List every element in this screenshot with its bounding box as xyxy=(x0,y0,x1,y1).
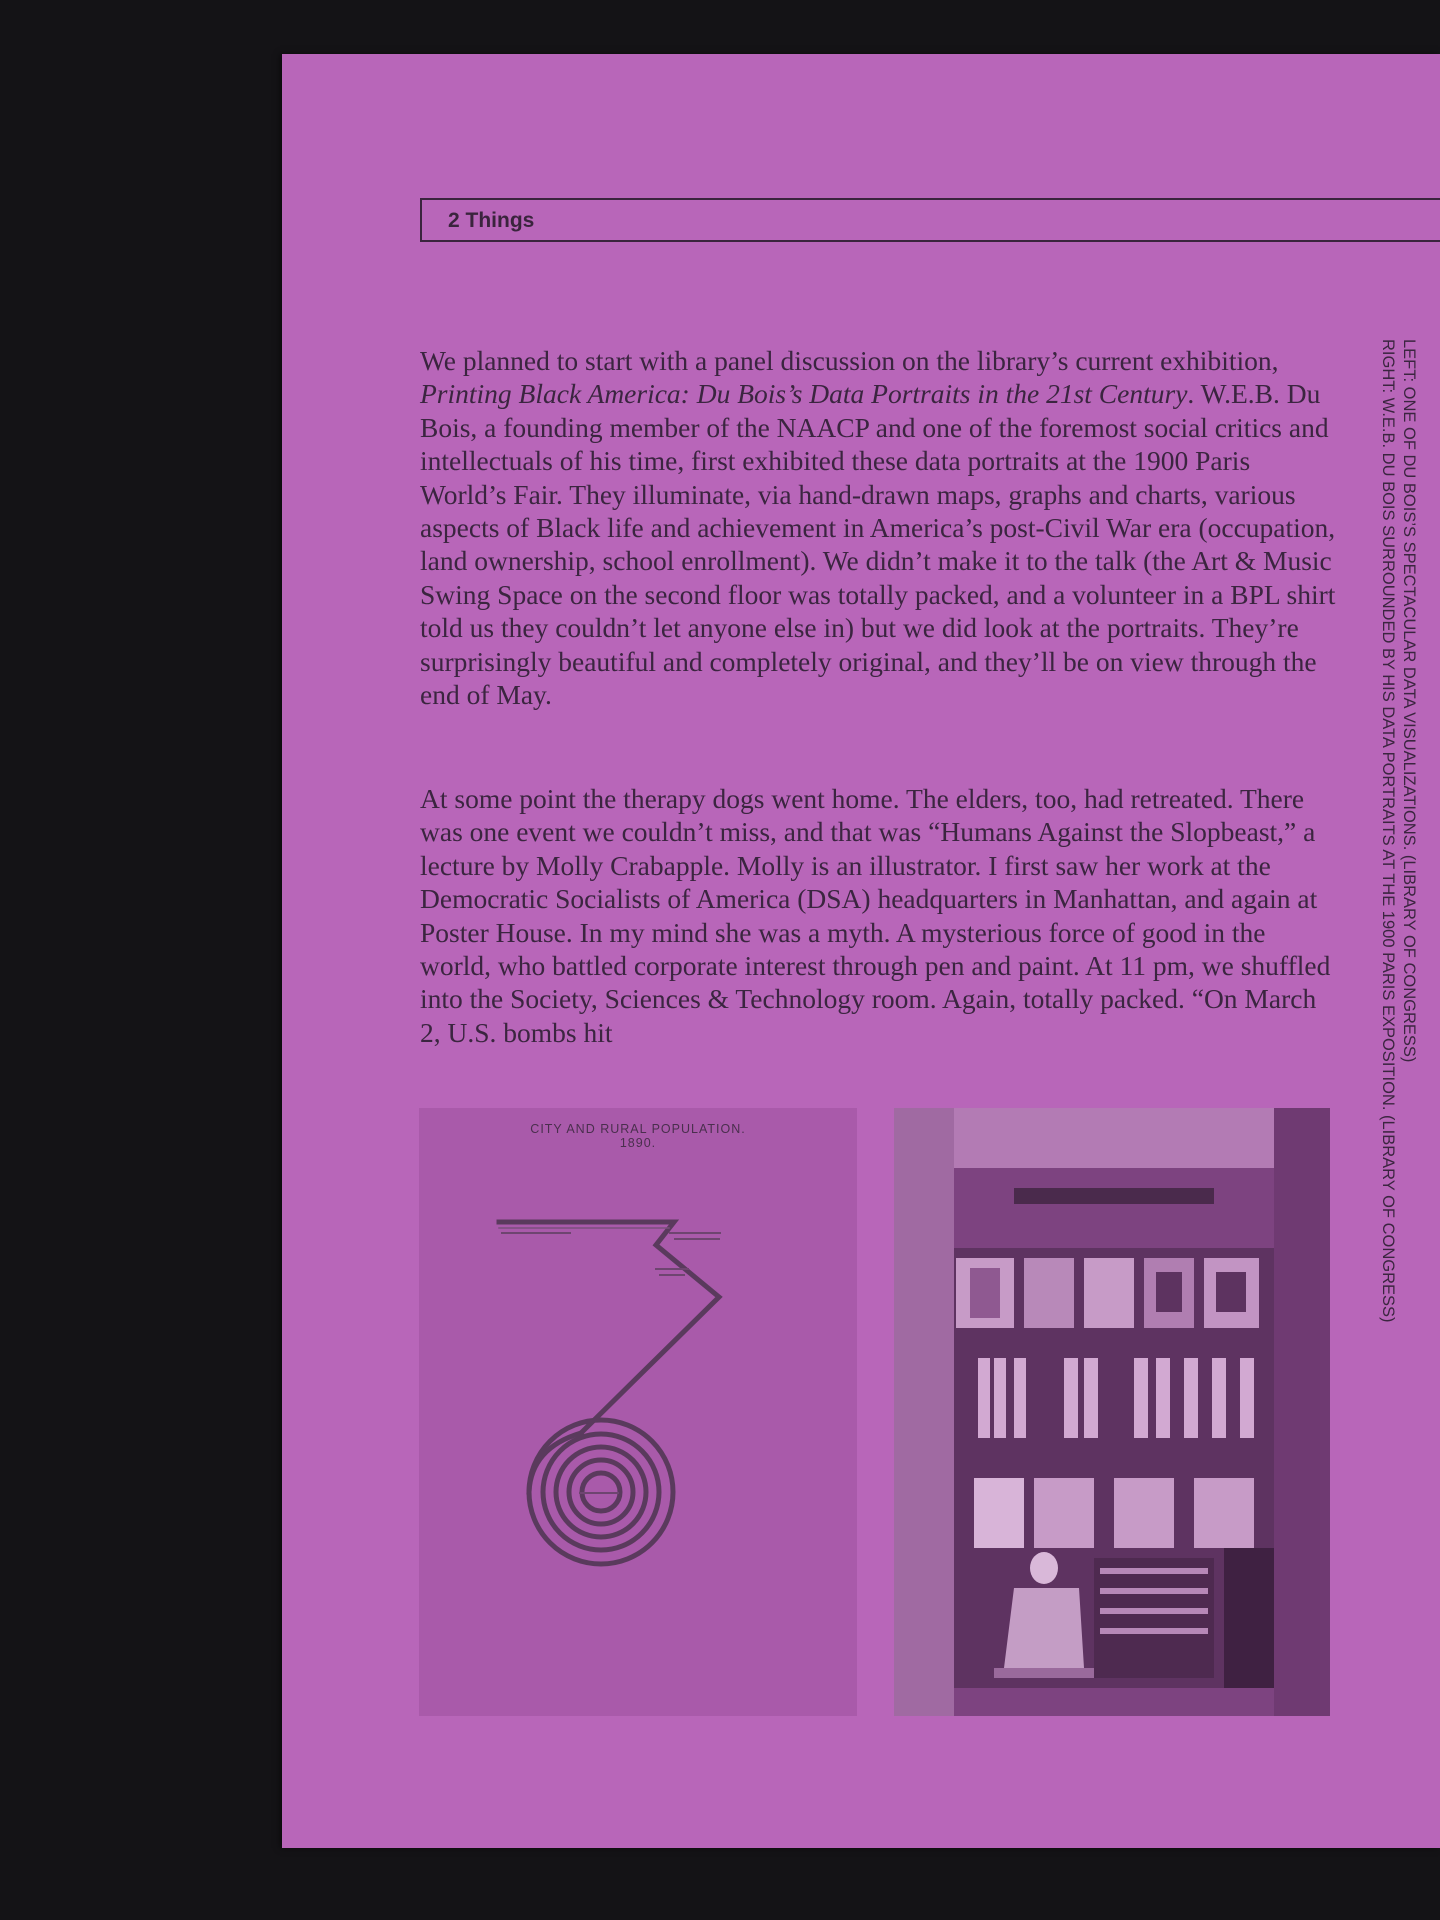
chart-image-title-line2: 1890. xyxy=(619,1136,657,1150)
paragraph-1-text-b: . W.E.B. Du Bois, a founding member of the NAACP and one of the foremost social critics and intellectuals of his time, first exhibited these data portraits at the 1900 Paris World’s Fair. They illuminate, via hand-drawn maps, graphs and charts, various aspects of Black life and achievement in America’s post-Civil War era (occupation, land ownership, school enrollment). We didn’t make it to the talk (the Art & Music Swing Space on the second floor was totally packed, and a volunteer in a BPL shirt told us they couldn’t let anyone else in) but we did look at the portraits. They’re surprisingly beautiful and completely original, and they’ll be on view through the end of May. xyxy=(420,378,1336,711)
exhibition-photo-graphic xyxy=(894,1108,1330,1716)
photo-caption xyxy=(1377,339,1419,1459)
caption-left: LEFT: ONE OF DU BOIS’S SPECTACULAR DATA VISUALIZATIONS. (LIBRARY OF CONGRESS) xyxy=(1400,339,1418,1063)
du-bois-chart-image xyxy=(419,1108,857,1716)
article-paragraph-2: At some point the therapy dogs went home. The elders, too, had retreated. There was one event we couldn’t miss, and that was “Humans Against the Slopbeast,” a lecture by Molly Crabapple. Molly is an illustrator. I first saw her work at the Democratic Socialists of America (DSA) headquarters in Manhattan, and again at Poster House. In my mind she was a myth. A mysterious force of good in the world, who battled corporate interest through pen and paint. At 11 pm, we shuffled into the Society, Sciences & Technology room. Again, totally packed. “On March 2, U.S. bombs hit xyxy=(420,783,1331,1048)
paragraph-1-text-a: We planned to start with a panel discussion on the library’s current exhibition, xyxy=(420,345,1279,376)
exhibition-title: Printing Black America: Du Bois’s Data Portraits in the 21st Century xyxy=(420,378,1188,410)
section-header xyxy=(420,198,1440,242)
magazine-page xyxy=(282,54,1440,1848)
spiral-graphic xyxy=(419,1108,857,1716)
chart-image-title-line1: CITY AND RURAL POPULATION. xyxy=(530,1122,746,1136)
section-header-label: 2 Things xyxy=(448,209,535,232)
caption-right: RIGHT: W.E.B. DU BOIS SURROUNDED BY HIS DATA PORTRAITS AT THE 1900 PARIS EXPOSITION. (LIBRARY OF CONGRESS) xyxy=(1379,339,1397,1323)
article-paragraph-1 xyxy=(420,344,1340,711)
du-bois-exhibition-photo xyxy=(894,1108,1330,1716)
